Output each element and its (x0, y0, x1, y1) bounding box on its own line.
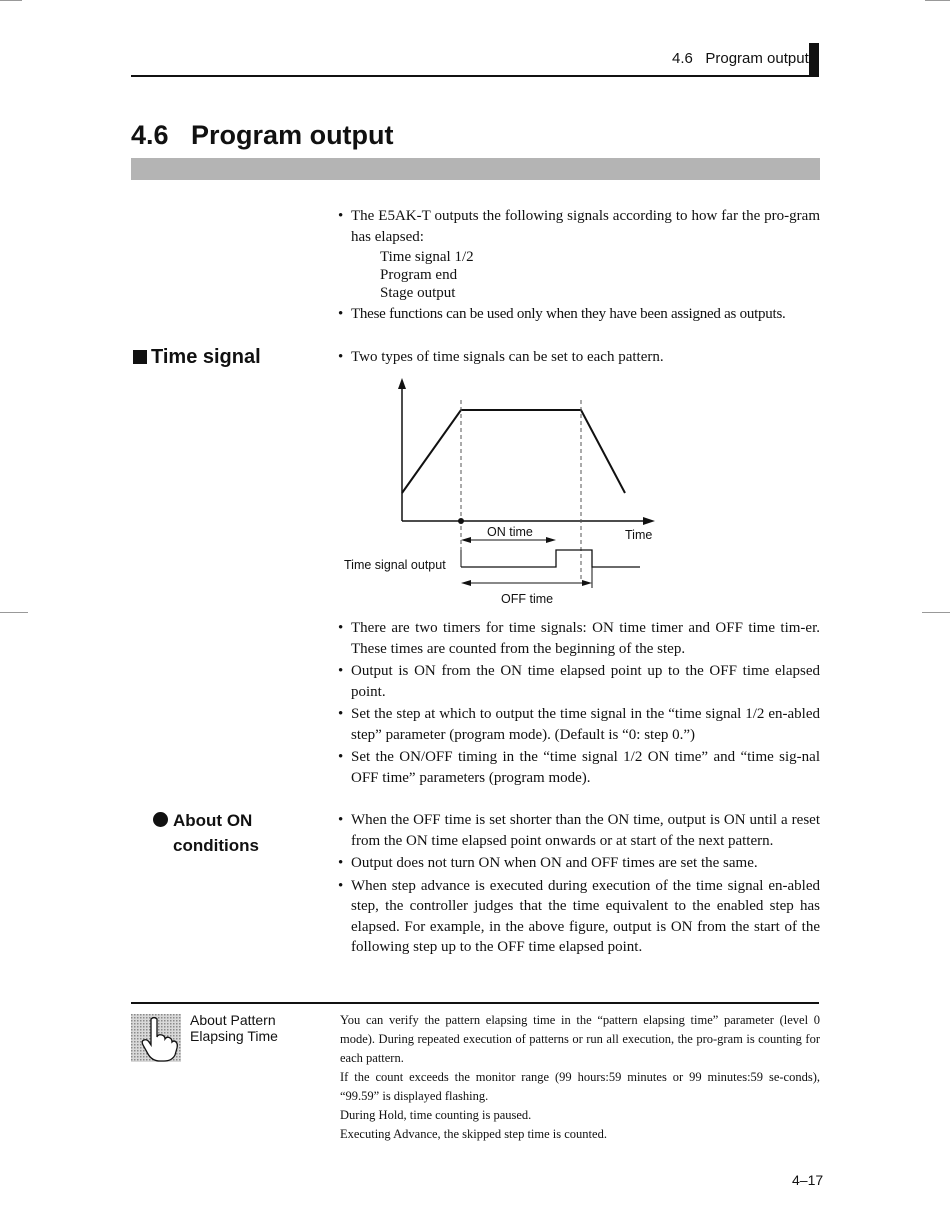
intro-bullet: • These functions can be used only when they have been assigned as outputs. (338, 304, 820, 325)
title-band (131, 158, 820, 180)
arrowhead-icon (461, 537, 471, 543)
time-signal-bullet: • Set the step at which to output the time signal in the “time signal 1/2 en-abled step” parameter (program mode). (Default is “0: step 0.”) (338, 704, 820, 745)
note-line: You can verify the pattern elapsing time in the “pattern elapsing time” parameter (level 0 mode). During repeated execution of patterns or run all execution, the pro-gram is counting for each pattern. (340, 1013, 820, 1065)
time-signal-lead (338, 347, 820, 368)
program-profile-line (402, 410, 625, 493)
time-signal-heading-text: Time signal (151, 346, 261, 368)
note-rule (131, 1002, 819, 1004)
header-rule (131, 75, 819, 77)
time-axis-label: Time (625, 528, 653, 542)
about-on-heading-line1: About ON (173, 811, 253, 830)
output-label: Time signal output (344, 558, 446, 572)
circle-bullet-icon (153, 812, 168, 827)
signal-item: Program end (380, 267, 458, 283)
note-line: During Hold, time counting is paused. (340, 1108, 532, 1122)
note-label (190, 1012, 278, 1044)
step-start-point (458, 518, 464, 524)
crop-mark (925, 0, 950, 1)
time-signal-heading (133, 346, 261, 369)
arrowhead-icon (582, 580, 592, 586)
about-on-bullet: • When step advance is executed during execution of the time signal en-abled step, the controller judges that the time equivalent to the enabled step has elapsed. For example, in the above figure, output is ON from the start of the following step up to the OFF time elapsed point. (338, 876, 820, 958)
running-header: 4.6 Program output (672, 50, 809, 67)
note-text (340, 1011, 820, 1144)
about-on-bullet: • When the OFF time is set shorter than the ON time, output is ON until a reset from the ON time elapsed point onwards or at start of the next pattern. (338, 810, 820, 851)
time-signal-diagram (330, 372, 670, 612)
about-on-heading-line2: conditions (173, 836, 259, 855)
intro-bullet: • The E5AK-T outputs the following signals according to how far the pro-gram has elapsed: (338, 206, 820, 247)
pointing-hand-icon (131, 1014, 181, 1062)
crop-mark (922, 612, 950, 613)
off-time-label: OFF time (501, 592, 554, 606)
time-signal-bullet: • There are two timers for time signals: ON time timer and OFF time tim-er. These times are counted from the beginning of the step. (338, 618, 820, 659)
time-signal-bullet: • Set the ON/OFF timing in the “time signal 1/2 ON time” and “time sig-nal OFF time” parameters (program mode). (338, 747, 820, 788)
about-on-heading (153, 808, 259, 858)
note-line: Executing Advance, the skipped step time is counted. (340, 1127, 607, 1141)
output-waveform (461, 550, 640, 567)
about-on-bullet: • Output does not turn ON when ON and OFF times are set the same. (338, 853, 820, 874)
signal-item: Stage output (380, 285, 456, 301)
page-number: 4–17 (792, 1172, 824, 1188)
note-label-line2: Elapsing Time (190, 1028, 278, 1044)
signal-item: Time signal 1/2 (380, 249, 474, 265)
note-label-line1: About Pattern (190, 1012, 276, 1028)
time-signal-bullets (338, 618, 820, 788)
section-title: 4.6 Program output (131, 120, 394, 150)
time-signal-bullet: • Output is ON from the ON time elapsed point up to the OFF time elapsed point. (338, 661, 820, 702)
arrowhead-icon (546, 537, 556, 543)
y-axis-arrow-icon (398, 378, 406, 389)
crop-mark (0, 0, 22, 1)
header-tab-marker (809, 43, 819, 77)
on-time-label: ON time (487, 525, 533, 539)
arrowhead-icon (461, 580, 471, 586)
note-line: If the count exceeds the monitor range (99 hours:59 minutes or 99 minutes:59 se-conds), “99.59” is displayed flashing. (340, 1070, 820, 1103)
x-axis-arrow-icon (643, 517, 655, 525)
about-on-bullets (338, 810, 820, 958)
crop-mark (0, 612, 28, 613)
intro-block (338, 206, 820, 325)
time-signal-bullet: • Two types of time signals can be set to each pattern. (338, 347, 820, 368)
square-bullet-icon (133, 350, 147, 364)
